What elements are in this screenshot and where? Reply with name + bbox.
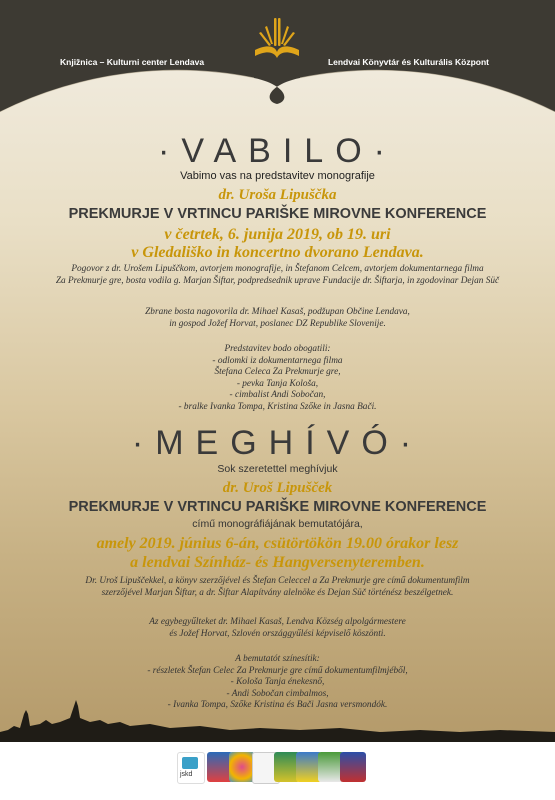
meghivo-title: ·MEGHÍVÓ· — [131, 424, 424, 462]
crest-logo-5-icon — [340, 752, 366, 782]
header-right-text: Lendvai Könyvtár és Kulturális Központ — [327, 57, 489, 67]
library-book-logo-icon — [247, 12, 307, 72]
meghivo-author: dr. Uroš Lipušček — [222, 480, 333, 496]
meghivo-program: A bemutatót színesítik: - részletek Štefan Celec Za Prekmurje gre című dokumentumfilmjéből, - Kološa Tanja énekesnő, - Andi Sobočan cimbalmos, - Ivanka Tompa, Szőke Kristina és Bači Jasna versmondók. — [147, 654, 408, 710]
vabilo-date-line2: v Gledališko in koncertno dvorano Lendava. — [131, 244, 424, 261]
vabilo-conference: PREKMURJE V VRTINCU PARIŠKE MIROVNE KONFERENCE — [68, 206, 487, 222]
town-skyline-silhouette — [0, 692, 555, 742]
jskd-logo-icon: jskd — [177, 752, 205, 784]
meghivo-date-line1: amely 2019. június 6-án, csütörtökön 19.00 órakor lesz — [96, 535, 459, 552]
vabilo-date-line1: v četrtek, 6. junija 2019, ob 19. uri — [164, 226, 391, 243]
vabilo-intro: Vabimo vas na predstavitev monografije — [180, 170, 375, 182]
sponsor-logo-strip — [0, 742, 555, 800]
vabilo-title: ·VABILO· — [158, 132, 397, 170]
meghivo-greetings: Az egybegyűlteket dr. Mihael Kasaš, Lendva Község alpolgármestere és Jožef Horvat, Szlovén országgyűlési képviselő köszönti. — [149, 617, 406, 639]
header-left-text: Knjižnica – Kulturni center Lendava — [60, 57, 205, 67]
vabilo-author: dr. Uroša Lipuščka — [218, 187, 337, 203]
meghivo-conference: PREKMURJE V VRTINCU PARIŠKE MIROVNE KONFERENCE — [68, 499, 487, 515]
meghivo-subtitle: című monográfiájának bemutatójára, — [192, 518, 363, 530]
header-banner — [0, 0, 555, 112]
meghivo-intro: Sok szeretettel meghívjuk — [217, 463, 338, 475]
vabilo-conversation: Pogovor z dr. Urošem Lipuščkom, avtorjem monografije, in Štefanom Celcem, avtorjem dokumentarnega filma Za Prekmurje gre, bosta vodila g. Marjan Šiftar, podpredsednik uprave Fundacije dr. Šiftarja, in zgodovinar Dejan Süč — [55, 264, 500, 286]
vabilo-program: Predstavitev bodo obogatili: - odlomki iz dokumentarnega filma Štefana Celeca Za Prekmurje gre, - pevka Tanja Kološa, - cimbalist Andi Sobočan, - bralke Ivanka Tompa, Kristina Szőke in Jasna Bači. — [178, 344, 377, 412]
vabilo-greetings: Zbrane bosta nagovorila dr. Mihael Kasaš, podžupan Občine Lendava, in gospod Jožef Horvat, poslanec DZ Republike Slovenije. — [145, 307, 410, 329]
meghivo-conversation: Dr. Uroš Lipuščekkel, a könyv szerzőjével és Štefan Celeccel a Za Prekmurje gre című dokumentumfilm szerzőjével Marjan Šiftar, a dr. Šiftar Alapítvány alelnöke és Dejan Süč történész beszélgetnek. — [85, 576, 470, 598]
meghivo-date-line2: a lendvai Színház- és Hangversenyteremben. — [130, 554, 425, 571]
